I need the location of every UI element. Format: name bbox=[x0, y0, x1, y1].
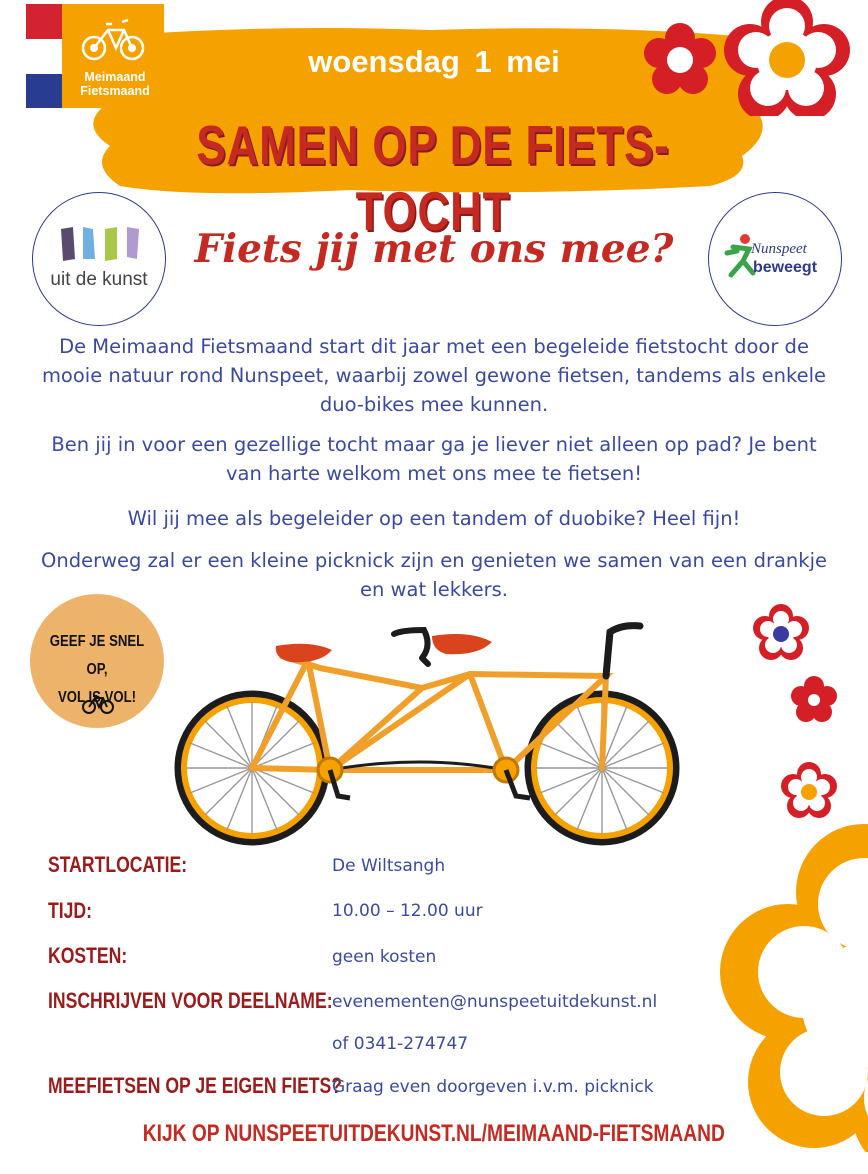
badge-line2: VOL IS VOL! bbox=[57, 689, 137, 706]
badge-line1: GEEF JE SNEL OP, bbox=[49, 633, 145, 678]
flower-blue-icon bbox=[752, 604, 810, 662]
uitdekunst-logo bbox=[32, 192, 166, 326]
signup-phone: of 0341-274747 bbox=[332, 1034, 469, 1054]
intro-paragraph-1: De Meimaand Fietsmaand start dit jaar met een begeleide fietstocht door de mooie natuur rond Nunspeet, waarbij zowel gewone fietsen, tandems als enkele duo-bikes mee kunnen. bbox=[41, 335, 827, 416]
event-date: woensdag 1 mei bbox=[308, 44, 560, 79]
cost-value: geen kosten bbox=[332, 947, 437, 967]
time-value: 10.00 – 12.00 uur bbox=[332, 901, 483, 921]
start-location-label: STARTLOCATIE: bbox=[48, 852, 188, 877]
meimaand-logo-line2: Fietsmaand bbox=[80, 84, 150, 98]
tandem-bicycle-illustration bbox=[170, 616, 680, 850]
nunspeet-line1: Nunspeet bbox=[751, 241, 807, 257]
meimaand-logo-line1: Meimaand bbox=[84, 70, 146, 84]
own-bike-value: Graag even doorgeven i.v.m. picknick bbox=[332, 1077, 654, 1097]
time-label: TIJD: bbox=[48, 898, 92, 923]
cost-label: KOSTEN: bbox=[48, 943, 128, 968]
own-bike-label: MEEFIETSEN OP JE EIGEN FIETS? bbox=[48, 1073, 343, 1098]
nunspeet-beweegt-logo bbox=[708, 192, 842, 326]
footer-website-text: KIJK OP NUNSPEETUITDEKUNST.NL/MEIMAAND-FIETSMAAND bbox=[142, 1120, 726, 1147]
nunspeet-line2: beweegt bbox=[753, 259, 818, 276]
uitdekunst-text: uit de kunst bbox=[50, 269, 148, 290]
intro-paragraph-3: Wil jij mee als begeleider op een tandem of duobike? Heel fijn! bbox=[127, 507, 741, 530]
flower-orange-small-icon bbox=[780, 762, 838, 820]
bicycle-icon bbox=[82, 694, 114, 714]
intro-paragraph-4: Onderweg zal er een kleine picknick zijn en genieten we samen van een drankje en wat lekkers. bbox=[40, 549, 827, 601]
intro-paragraph-2: Ben jij in voor een gezellige tocht maar ga je liever niet alleen op pad? Je bent van harte welkom met ons mee te fietsen! bbox=[51, 433, 817, 485]
start-location-value: De Wiltsangh bbox=[332, 856, 446, 876]
footer-website[interactable] bbox=[0, 1120, 868, 1148]
signup-badge bbox=[30, 594, 164, 728]
event-subtitle: Fiets jij met ons mee? bbox=[194, 226, 674, 272]
flower-large-orange-icon bbox=[718, 822, 868, 1152]
flower-red-icon bbox=[790, 676, 838, 724]
signup-email[interactable]: evenementen@nunspeetuitdekunst.nl bbox=[332, 992, 658, 1012]
uitdekunst-figures-icon bbox=[57, 223, 145, 263]
signup-label: INSCHRIJVEN VOOR DEELNAME: bbox=[48, 988, 333, 1013]
event-title: SAMEN OP DE FIETS-TOCHT bbox=[196, 114, 670, 242]
